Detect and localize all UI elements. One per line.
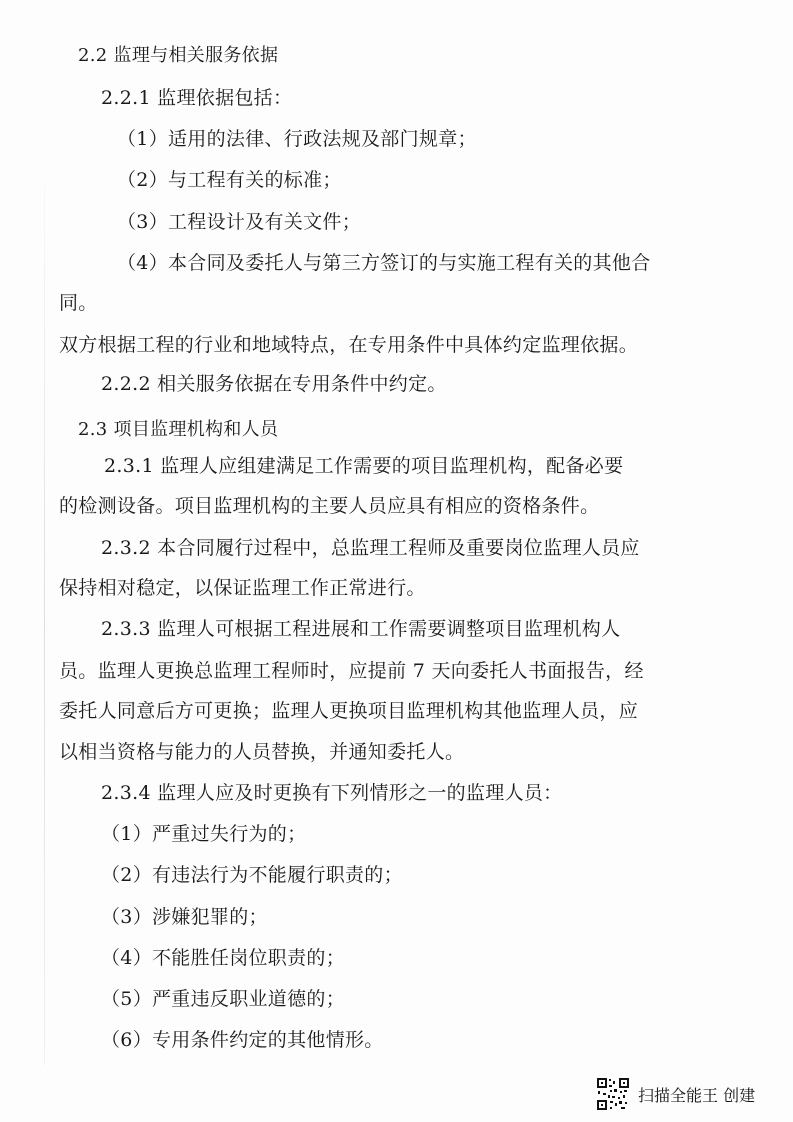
list-item: （3）工程设计及有关文件； xyxy=(117,211,361,233)
list-item: （4）不能胜任岗位职责的； xyxy=(101,947,345,969)
list-item: （1）适用的法律、行政法规及部门规章； xyxy=(117,128,477,150)
paragraph-line: 保持相对稳定，以保证监理工作正常进行。 xyxy=(59,577,426,599)
paragraph-line: 的检测设备。项目监理机构的主要人员应具有相应的资格条件。 xyxy=(59,495,600,517)
paragraph-line: 双方根据工程的行业和地域特点，在专用条件中具体约定监理依据。 xyxy=(59,334,639,356)
paragraph-line: 委托人同意后方可更换；监理人更换项目监理机构其他监理人员，应 xyxy=(59,700,639,722)
qr-code-icon xyxy=(596,1077,630,1111)
clause-2-2-1: 2.2.1 监理依据包括： xyxy=(101,87,293,109)
list-item: （5）严重违反职业道德的； xyxy=(101,988,345,1010)
paragraph-line: 以相当资格与能力的人员替换，并通知委托人。 xyxy=(59,741,465,763)
clause-2-3-3: 2.3.3 监理人可根据工程进展和工作需要调整项目监理机构人 xyxy=(101,618,621,640)
list-item: （2）与工程有关的标准； xyxy=(117,169,342,191)
list-item: （1）严重过失行为的； xyxy=(101,823,307,845)
list-item: （3）涉嫌犯罪的； xyxy=(101,906,268,928)
paragraph-line: 员。监理人更换总监理工程师时，应提前 7 天向委托人书面报告，经 xyxy=(59,660,644,682)
clause-2-3-1: 2.3.1 监理人应组建满足工作需要的项目监理机构，配备必要 xyxy=(104,455,624,477)
clause-2-3-4: 2.3.4 监理人应及时更换有下列情形之一的监理人员： xyxy=(101,782,563,804)
scan-edge-shadow xyxy=(44,185,45,1065)
scanner-watermark-label: 扫描全能王 创建 xyxy=(638,1085,756,1105)
list-item: （2）有违法行为不能履行职责的； xyxy=(101,864,403,886)
clause-2-2-2: 2.2.2 相关服务依据在专用条件中约定。 xyxy=(101,373,447,395)
section-heading-2-3: 2.3 项目监理机构和人员 xyxy=(78,419,279,440)
section-heading-2-2: 2.2 监理与相关服务依据 xyxy=(78,45,279,66)
scanner-watermark xyxy=(596,1074,755,1114)
list-item: （6）专用条件约定的其他情形。 xyxy=(101,1029,384,1051)
paragraph-line: 同。 xyxy=(59,292,98,314)
clause-2-3-2: 2.3.2 本合同履行过程中，总监理工程师及重要岗位监理人员应 xyxy=(101,537,640,559)
list-item: （4）本合同及委托人与第三方签订的与实施工程有关的其他合 xyxy=(117,252,651,274)
